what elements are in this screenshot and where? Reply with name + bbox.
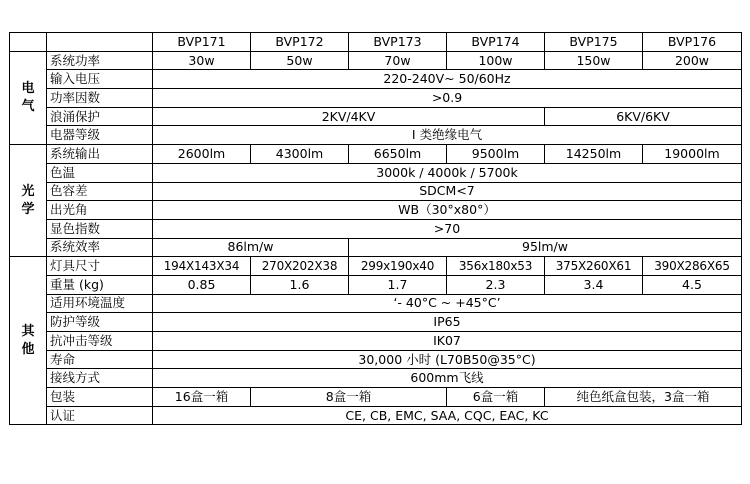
value-cell: 3.4 bbox=[545, 275, 643, 294]
value-cell: 3000k / 4000k / 5700k bbox=[153, 163, 742, 182]
value-cell: 0.85 bbox=[153, 275, 251, 294]
value-cell: 30,000 小时 (L70B50@35°C) bbox=[153, 350, 742, 369]
param-label: 功率因数 bbox=[47, 89, 153, 108]
param-label: 接线方式 bbox=[47, 369, 153, 388]
param-label: 输入电压 bbox=[47, 70, 153, 89]
row-wiring bbox=[10, 369, 742, 388]
param-label: 适用环境温度 bbox=[47, 294, 153, 313]
param-label: 电器等级 bbox=[47, 126, 153, 145]
param-label: 包装 bbox=[47, 388, 153, 407]
group-electrical bbox=[10, 51, 47, 144]
row-power-factor bbox=[10, 89, 742, 108]
row-ambient-temp bbox=[10, 294, 742, 313]
value-cell: 4300lm bbox=[251, 145, 349, 164]
value-cell: 4.5 bbox=[643, 275, 742, 294]
value-cell: >0.9 bbox=[153, 89, 742, 108]
value-cell: IP65 bbox=[153, 313, 742, 332]
value-cell: 70w bbox=[349, 51, 447, 70]
value-cell: 8盒一箱 bbox=[251, 388, 447, 407]
value-cell: 2600lm bbox=[153, 145, 251, 164]
param-label: 防护等级 bbox=[47, 313, 153, 332]
value-cell: 纯色纸盒包装，3盒一箱 bbox=[545, 388, 742, 407]
value-cell: 86lm/w bbox=[153, 238, 349, 257]
value-cell: 6650lm bbox=[349, 145, 447, 164]
param-label: 色容差 bbox=[47, 182, 153, 201]
value-cell: 1.7 bbox=[349, 275, 447, 294]
row-cri bbox=[10, 219, 742, 238]
group-char: 他 bbox=[21, 341, 35, 357]
model-header: BVP176 bbox=[643, 33, 742, 52]
group-optical bbox=[10, 145, 47, 257]
param-label: 抗冲击等级 bbox=[47, 332, 153, 351]
value-cell: 220-240V~ 50/60Hz bbox=[153, 70, 742, 89]
group-char: 光 bbox=[21, 183, 35, 199]
param-label: 色温 bbox=[47, 163, 153, 182]
value-cell: 200w bbox=[643, 51, 742, 70]
value-cell: 6盒一箱 bbox=[447, 388, 545, 407]
value-cell: 2KV/4KV bbox=[153, 107, 545, 126]
row-efficacy bbox=[10, 238, 742, 257]
row-system-power bbox=[10, 51, 742, 70]
row-ik-rating bbox=[10, 332, 742, 351]
value-cell: SDCM<7 bbox=[153, 182, 742, 201]
value-cell: 356x180x53 bbox=[447, 257, 545, 276]
param-label: 系统功率 bbox=[47, 51, 153, 70]
group-char: 学 bbox=[21, 201, 35, 217]
spec-table bbox=[9, 32, 742, 425]
model-header: BVP172 bbox=[251, 33, 349, 52]
row-electrical-class bbox=[10, 126, 742, 145]
row-surge-protection bbox=[10, 107, 742, 126]
model-header: BVP171 bbox=[153, 33, 251, 52]
value-cell: 6KV/6KV bbox=[545, 107, 742, 126]
param-label: 认证 bbox=[47, 406, 153, 425]
model-header: BVP175 bbox=[545, 33, 643, 52]
value-cell: CE, CB, EMC, SAA, CQC, EAC, KC bbox=[153, 406, 742, 425]
param-label: 系统输出 bbox=[47, 145, 153, 164]
value-cell: 375X260X61 bbox=[545, 257, 643, 276]
param-label: 出光角 bbox=[47, 201, 153, 220]
row-lifetime bbox=[10, 350, 742, 369]
corner-cell bbox=[47, 33, 153, 52]
row-dimensions bbox=[10, 257, 742, 276]
value-cell: IK07 bbox=[153, 332, 742, 351]
value-cell: WB（30°x80°） bbox=[153, 201, 742, 220]
value-cell: 19000lm bbox=[643, 145, 742, 164]
row-packing bbox=[10, 388, 742, 407]
group-char: 气 bbox=[21, 98, 35, 114]
header-row bbox=[10, 33, 742, 52]
value-cell: I 类绝缘电气 bbox=[153, 126, 742, 145]
model-header: BVP173 bbox=[349, 33, 447, 52]
group-char: 其 bbox=[21, 323, 35, 339]
value-cell: 390X286X65 bbox=[643, 257, 742, 276]
row-system-output bbox=[10, 145, 742, 164]
param-label: 显色指数 bbox=[47, 219, 153, 238]
value-cell: 150w bbox=[545, 51, 643, 70]
param-label: 浪涌保护 bbox=[47, 107, 153, 126]
param-label: 系统效率 bbox=[47, 238, 153, 257]
value-cell: 194X143X34 bbox=[153, 257, 251, 276]
value-cell: 16盒一箱 bbox=[153, 388, 251, 407]
row-beam-angle bbox=[10, 201, 742, 220]
value-cell: 2.3 bbox=[447, 275, 545, 294]
row-color-temp bbox=[10, 163, 742, 182]
value-cell: 100w bbox=[447, 51, 545, 70]
param-label: 重量 (kg) bbox=[47, 275, 153, 294]
value-cell: 14250lm bbox=[545, 145, 643, 164]
value-cell: ‘- 40°C ~ +45°C’ bbox=[153, 294, 742, 313]
row-color-tolerance bbox=[10, 182, 742, 201]
group-other bbox=[10, 257, 47, 425]
model-header: BVP174 bbox=[447, 33, 545, 52]
row-weight bbox=[10, 275, 742, 294]
value-cell: 95lm/w bbox=[349, 238, 742, 257]
value-cell: 50w bbox=[251, 51, 349, 70]
row-input-voltage bbox=[10, 70, 742, 89]
value-cell: 30w bbox=[153, 51, 251, 70]
value-cell: 299x190x40 bbox=[349, 257, 447, 276]
param-label: 灯具尺寸 bbox=[47, 257, 153, 276]
corner-cell bbox=[10, 33, 47, 52]
value-cell: 1.6 bbox=[251, 275, 349, 294]
row-ip-rating bbox=[10, 313, 742, 332]
value-cell: 270X202X38 bbox=[251, 257, 349, 276]
row-certification bbox=[10, 406, 742, 425]
value-cell: >70 bbox=[153, 219, 742, 238]
group-char: 电 bbox=[21, 80, 35, 96]
value-cell: 600mm飞线 bbox=[153, 369, 742, 388]
value-cell: 9500lm bbox=[447, 145, 545, 164]
param-label: 寿命 bbox=[47, 350, 153, 369]
